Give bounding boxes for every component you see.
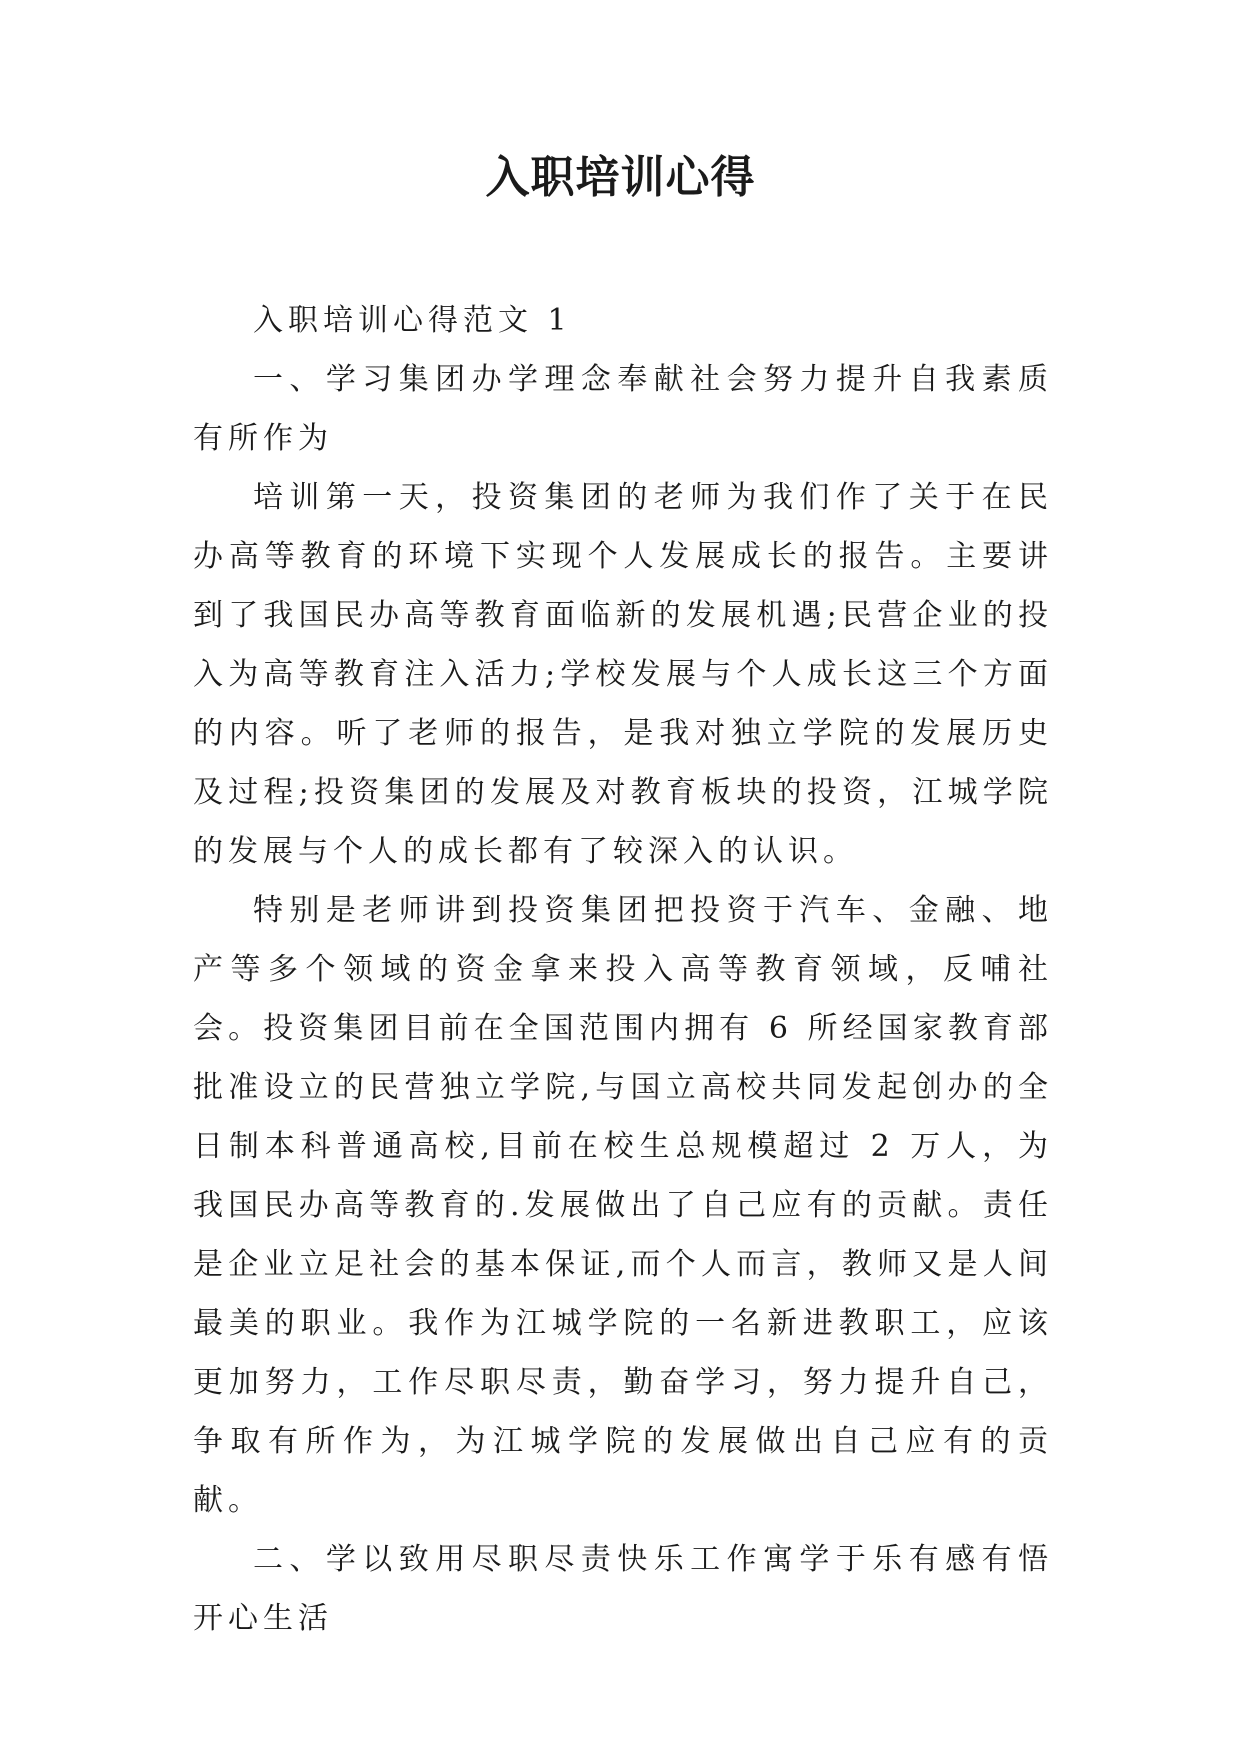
- paragraph-sample-heading: 入职培训心得范文 1: [253, 303, 572, 338]
- document-body: [193, 291, 1053, 1648]
- paragraph-investment-group: 特别是老师讲到投资集团把投资于汽车、金融、地产等多个领域的资金拿来投入高等教育领域，反哺社会。投资集团目前在全国范围内拥有 6 所经国家教育部批准设立的民营独立学院,与国立高校共同发起创办的全日制本科普通高校,目前在校生总规模超过 2 万人，为我国民办高等教育的.发展做出了自己应有的贡献。责任是企业立足社会的基本保证,而个人而言，教师又是人间最美的职业。我作为江城学院的一名新进教职工，应该更加努力，工作尽职尽责，勤奋学习，努力提升自己，争取有所作为，为江城学院的发展做出自己应有的贡献。: [193, 893, 1053, 1518]
- paragraph-section-one-heading: 一、学习集团办学理念奉献社会努力提升自我素质有所作为: [193, 362, 1053, 456]
- paragraph-section-two-heading: 二、学以致用尽职尽责快乐工作寓学于乐有感有悟开心生活: [193, 1542, 1053, 1636]
- document-title: 入职培训心得: [485, 152, 756, 203]
- paragraph-training-day-one: 培训第一天，投资集团的老师为我们作了关于在民办高等教育的环境下实现个人发展成长的报告。主要讲到了我国民办高等教育面临新的发展机遇;民营企业的投入为高等教育注入活力;学校发展与个人成长这三个方面的内容。听了老师的报告，是我对独立学院的发展历史及过程;投资集团的发展及对教育板块的投资，江城学院的发展与个人的成长都有了较深入的认识。: [193, 480, 1053, 869]
